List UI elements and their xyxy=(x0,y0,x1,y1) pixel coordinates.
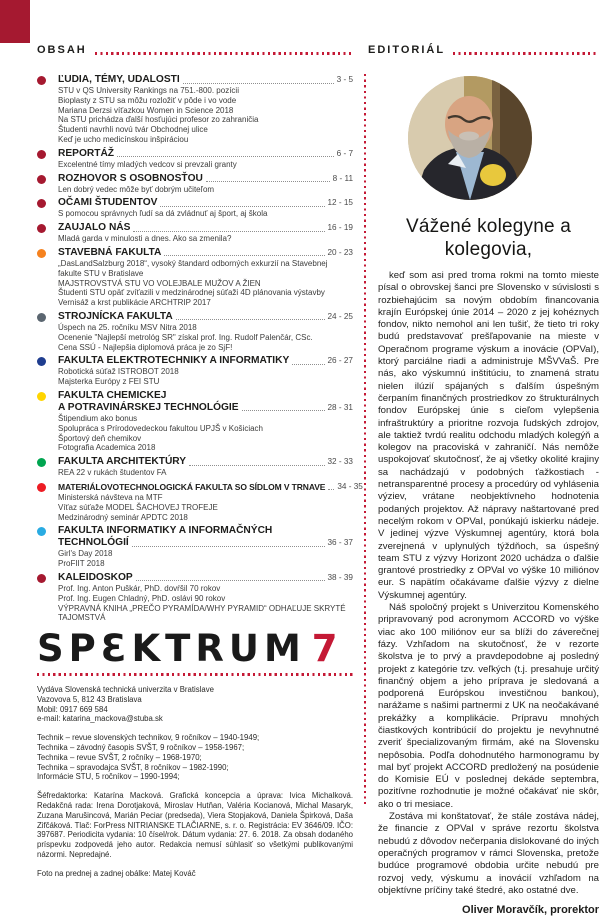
toc-item: Prof. Ing. Eugen Chladný, PhD. oslávi 90 rokov xyxy=(58,593,226,603)
corner-accent-block xyxy=(0,0,30,43)
obsah-header xyxy=(37,44,353,57)
toc-section xyxy=(37,572,353,623)
toc-item: S pomocou správnych ľudí sa dá zvládnuť aj šport, aj škola xyxy=(58,209,268,219)
toc-section-heading xyxy=(58,537,353,549)
section-bullet-icon xyxy=(37,392,46,401)
toc-item: Cena SSÚ - Najlepšia diplomová práca je zo SjF! xyxy=(58,342,233,352)
imprint-line: Informácie STU, 5 ročníkov – 1990-1994; xyxy=(37,772,180,782)
toc-page-range: 20 - 23 xyxy=(327,247,353,257)
toc-section xyxy=(37,197,353,219)
toc-item: Keď je ucho medicínskou inšpiráciou xyxy=(58,134,189,144)
toc-item: Na STU prichádza ďalší hosťujúci profesor zo zahraničia xyxy=(58,115,259,125)
toc-item: Majsterka Európy z FEI STU xyxy=(58,377,160,387)
imprint-line: Technika – závodný časopis SVŠT, 9 ročníkov – 1958-1967; xyxy=(37,743,245,753)
editorial-body xyxy=(378,270,599,897)
imprint-publisher xyxy=(37,685,353,724)
toc-section-title: OČAMI ŠTUDENTOV xyxy=(58,197,158,209)
toc-section-title: ĽUDIA, TÉMY, UDALOSTI xyxy=(58,74,180,85)
section-bullet-icon xyxy=(37,357,46,366)
section-bullet-icon xyxy=(37,76,46,85)
toc-section xyxy=(37,390,353,453)
logo-issue-number: 7 xyxy=(311,627,343,671)
toc-item: Ministerská návšteva na MTF xyxy=(58,492,163,502)
toc-section-heading xyxy=(58,402,353,414)
toc-section-heading xyxy=(58,197,353,209)
toc-page-range: 3 - 5 xyxy=(336,75,353,84)
toc-item: MAJSTROVSTVÁ STU VO VOLEJBALE MUŽOV A ŽIEN xyxy=(58,278,261,288)
toc-section-title: ROZHOVOR S OSOBNOSŤOU xyxy=(58,172,203,184)
editorial-dotted-rule xyxy=(453,52,599,55)
toc-list xyxy=(37,74,363,623)
toc-section xyxy=(37,148,353,170)
toc-item: Štipendium ako bonus xyxy=(58,413,138,423)
toc-item: Víťaz súťaže MODEL ŠACHOVEJ TROFEJE xyxy=(58,502,218,512)
toc-section-title: REPORTÁŽ xyxy=(58,147,115,159)
column-divider-dotted-line xyxy=(364,74,366,804)
dotted-leader-icon xyxy=(206,181,330,182)
dotted-leader-icon xyxy=(160,206,324,207)
imprint-line: Mobil: 0917 669 584 xyxy=(37,704,108,714)
editorial-label: EDITORIÁL xyxy=(368,44,446,56)
obsah-label: OBSAH xyxy=(37,44,87,56)
toc-item: Medzinárodný seminár APDTC 2018 xyxy=(58,512,188,522)
toc-item: Excelentné tímy mladých vedcov si prevzali granty xyxy=(58,159,237,169)
toc-section xyxy=(37,525,353,569)
toc-item: Úspech na 25. ročníku MSV Nitra 2018 xyxy=(58,322,197,332)
dotted-leader-icon xyxy=(189,465,324,466)
logo-dotted-rule xyxy=(37,673,353,676)
dotted-leader-icon xyxy=(183,83,334,84)
editorial-title: Vážené kolegyne a kolegovia, xyxy=(405,216,572,260)
toc-item: REA 22 v rukách študentov FA xyxy=(58,468,167,478)
toc-item: Girl's Day 2018 xyxy=(58,549,113,559)
section-bullet-icon xyxy=(37,175,46,184)
toc-section-heading xyxy=(58,456,353,468)
toc-item: Študenti STU opäť zvíťazili v medzinárodnej súťaži 4D plánovania výstavby xyxy=(58,288,325,298)
toc-section-title: MATERIÁLOVOTECHNOLOGICKÁ FAKULTA SO SÍDLOM V TRNAVE xyxy=(58,481,326,492)
section-bullet-icon xyxy=(37,224,46,233)
imprint-line: Technika – revue SVŠT, 2 ročníky – 1968-1970; xyxy=(37,752,202,762)
toc-section-title: ZAUJALO NÁS xyxy=(58,222,131,234)
toc-section-title: STROJNÍCKA FAKULTA xyxy=(58,310,173,322)
toc-item: ProFIIT 2018 xyxy=(58,559,105,569)
toc-section-heading xyxy=(58,173,353,185)
editorial-paragraph: Náš spoločný projekt s Univerzitou Komenského pripravovaný pod acronymom ACCORD vo výške viac ako 100 miliónov eur sa blíži do záverečnej fázy. Vzhľadom na skutočnosť, že v rezorte školstva je to prvý a pravdepodobne aj posledný projekt z kategórie tzv. veľkých (t.j. presahuje určitý finančný objem a jeho príprava je sledovaná a podporená Európskou investičnou bankou), narážame s našimi partnermi z UK na neočakávané prekážky a komplikácie. Prípravu mnohých čiastkových kontribúcií do projektu je nevyhnutné zveriť špecializovaným firmám, aké na Slovensku nepôsobia. Podľa dohodnutého harmonogramu by mal byť projekt ACCORD predložený na posúdenie do Komisie EÚ v poslednej dekáde septembra, pozitívne rozhodnutie je možné očakávať nie skôr, ako o tri mesiace. xyxy=(378,602,599,810)
section-bullet-icon xyxy=(37,249,46,258)
imprint-line: Vydáva Slovenská technická univerzita v Bratislave xyxy=(37,685,214,695)
toc-section xyxy=(37,481,363,522)
toc-section xyxy=(37,222,353,244)
toc-page-range: 32 - 33 xyxy=(327,457,353,467)
toc-page-range: 36 - 37 xyxy=(327,538,353,548)
toc-page-range: 26 - 27 xyxy=(327,356,353,366)
toc-section xyxy=(37,311,353,352)
cover-photo-credit: Foto na prednej a zadnej obálke: Matej Kováč xyxy=(37,868,196,878)
toc-item: Mariana Derzsi víťazkou Women in Science 2018 xyxy=(58,105,234,115)
toc-section-title: FAKULTA ARCHITEKTÚRY xyxy=(58,456,187,468)
toc-section-heading xyxy=(58,74,353,86)
toc-section-heading xyxy=(58,222,353,234)
toc-item: Mladá garda v minulosti a dnes. Ako sa zmenila? xyxy=(58,234,232,244)
editorial-paragraph: Zostáva mi konštatovať, že stále zostáva nádej, že financie z OPVaI v správe rezortu školstva nebudú z dôvodov nečerpania dislokované do iných operačných programov v rámci Slovenska, pretože budúce programové obdobia určite nebudú pre rozvoj vedy, výskumu a inovácií vzhľadom na objektívne príčiny také štedré, ako ostatné dve. xyxy=(378,811,599,896)
editorial-portrait-photo xyxy=(408,76,532,200)
dotted-leader-icon xyxy=(328,489,334,490)
section-bullet-icon xyxy=(37,483,46,492)
section-bullet-icon xyxy=(37,199,46,208)
toc-section xyxy=(37,173,353,195)
toc-section-title: A POTRAVINÁRSKEJ TECHNOLÓGIE xyxy=(58,401,239,413)
section-bullet-icon xyxy=(37,527,46,536)
credits-paragraph: Šéfredaktorka: Katarína Macková. Grafická koncepcia a úprava: Ivica Michalková. Redakčná rada: Irena Dorotjaková, Miroslav Hutňan, Valéria Kocianová, Michal Masaryk, Zuzana Marušincová, Marián Peciar (predseda), Viera Stopjaková, Daniela Špirková, Daša Zifčáková. Tlač: ForPress NITRIANSKE TLAČIARNE, s. r. o. Registrácia: EV 3646/09. IČO: 397687. Periodicita vydania: 10 čísel/rok. Dátum vydania: 27. 6. 2018. Za obsah dodaného príspevku zodpovedá jeho autor. Redakcia nemusí súhlasiť so všetkými publikovanými názormi. Nepredajné. xyxy=(37,791,353,860)
toc-item: „DasLandSalzburg 2018“, vysoký štandard odborných exkurzií na Stavebnej fakulte STU v Bratislave xyxy=(58,258,328,278)
imprint-line: Vazovova 5, 812 43 Bratislava xyxy=(37,694,142,704)
dotted-leader-icon xyxy=(136,580,325,581)
editorial-signature: Oliver Moravčík, prorektor xyxy=(462,904,599,916)
dotted-leader-icon xyxy=(242,410,325,411)
toc-section-title: FAKULTA INFORMATIKY A INFORMAČNÝCH xyxy=(58,525,273,537)
toc-item: Robotická súťaž ISTROBOT 2018 xyxy=(58,367,179,377)
toc-page-range: 12 - 15 xyxy=(327,198,353,208)
toc-section-heading xyxy=(58,355,353,367)
toc-item: Ocenenie "Najlepší metrológ SR" získal prof. Ing. Rudolf Palenčár, CSc. xyxy=(58,332,313,342)
toc-page-range: 28 - 31 xyxy=(327,402,353,412)
dotted-leader-icon xyxy=(176,319,325,320)
editorial-column xyxy=(378,68,599,916)
toc-page-range: 38 - 39 xyxy=(327,572,353,582)
contents-column xyxy=(37,74,363,879)
toc-section-heading xyxy=(58,311,353,323)
toc-page-range: 34 - 35 xyxy=(337,481,363,491)
toc-section-heading xyxy=(58,148,353,160)
editorial-paragraph: keď som asi pred troma rokmi na tomto mieste písal o obrovskej šanci pre Slovensko v súvislosti s rozbiehajúcim sa novým obdobím financovania krajín Európskej únie 2014 – 2020 z jej kohéznych fondov, nikto nemohol ani len tušiť, že tieto tri roky budú predstavovať prešľapovanie na mieste v Operačnom programe výskum a inovácie (OPVaI), ktorý parciálne riadi a administruje MŠVVaŠ. Pre nás, ako výskumnú inštitúciu, to znamená stratu nielen ilúzií spájaných s ďalším úspešným čerpaním finančných prostriedkov zo štrukturálnych fondov Európskej únie s cieľom vylepšenia infraštruktúry a prioritne rozvoja ľudských zdrojov, ale taktiež tvrdú realitu odchodu mladých kolegýň a kolegov na pracoviská v zahraničí. Nás nemôže uspokojovať skutočnosť, že aj všetky okolité krajiny sa nachádzajú v podobných ťažkostiach - netransparentné procesy a procedúry od vyhlásenia výziev, vrátane neobjektívneho hodnotenia podaných projektov. Až nápravy naštartované pred necelým rokom v OPVaI, ponúkajú iskierku nádeje. V jedinej výzve Výskumnej agentúry, ktorá bola zverejnená v uplynulých týždňoch, sa úspešný team STU z výzvy Horizont 2020 uchádza o ďalšie grantové prostriedky z OPVaI vo výške 10 miliónov eur. S napätím očakávame ďalšie výzvy z dielne Výskumnej agentúry. xyxy=(378,270,599,601)
imprint-history xyxy=(37,733,353,782)
section-bullet-icon xyxy=(37,574,46,583)
section-bullet-icon xyxy=(37,313,46,322)
imprint-line: e-mail: katarina_mackova@stuba.sk xyxy=(37,714,163,724)
toc-item: Športový deň chemikov xyxy=(58,433,142,443)
toc-item: Prof. Ing. Anton Puškár, PhD. dovŕšil 70 rokov xyxy=(58,583,221,593)
toc-section xyxy=(37,456,353,478)
toc-section-title: STAVEBNÁ FAKULTA xyxy=(58,246,162,258)
editorial-header xyxy=(368,44,599,57)
portrait-photo-illustration xyxy=(408,76,532,200)
toc-item: Vernisáž a krst publikácie ARCHTRIP 2017 xyxy=(58,298,211,308)
imprint xyxy=(37,685,353,879)
toc-page-range: 24 - 25 xyxy=(327,311,353,321)
toc-page-range: 16 - 19 xyxy=(327,223,353,233)
dotted-leader-icon xyxy=(132,546,325,547)
toc-section xyxy=(37,74,353,145)
dotted-leader-icon xyxy=(164,255,324,256)
toc-section-title: FAKULTA ELEKTROTECHNIKY A INFORMATIKY xyxy=(58,355,290,367)
toc-page-range: 6 - 7 xyxy=(336,148,353,158)
dotted-leader-icon xyxy=(133,231,324,232)
section-bullet-icon xyxy=(37,458,46,467)
toc-item: Len dobrý vedec môže byť dobrým učiteľom xyxy=(58,184,215,194)
section-bullet-icon xyxy=(37,150,46,159)
toc-item: Bioplasty z STU sa môžu rozložiť v pôde i vo vode xyxy=(58,95,237,105)
toc-section-title: KALEIDOSKOP xyxy=(58,571,133,583)
toc-section-title: FAKULTA CHEMICKEJ xyxy=(58,389,167,401)
imprint-line: Technik – revue slovenských technikov, 9 ročníkov – 1940-1949; xyxy=(37,733,260,743)
toc-item: Fotografia Academica 2018 xyxy=(58,443,156,453)
dotted-leader-icon xyxy=(292,364,324,365)
toc-section xyxy=(37,355,353,387)
dotted-leader-icon xyxy=(117,156,334,157)
toc-item: VÝPRAVNÁ KNIHA „PREČO PYRAMÍDA/WHY PYRAMID“ ODHAĽUJE SKRYTÉ TAJOMSTVÁ xyxy=(58,603,346,623)
magazine-logo xyxy=(37,628,353,670)
toc-section-heading xyxy=(58,572,353,584)
toc-section xyxy=(37,247,353,308)
toc-section-heading xyxy=(58,481,363,493)
toc-section-title: TECHNOLÓGIÍ xyxy=(58,537,129,549)
obsah-dotted-rule xyxy=(95,52,353,55)
toc-page-range: 8 - 11 xyxy=(332,173,353,183)
logo-wordmark: SPƐKTRUM xyxy=(37,627,306,671)
toc-item: Študenti navrhli novú tvár Obchodnej ulice xyxy=(58,125,208,135)
toc-item: Spolupráca s Prírodovedeckou fakultou UPJŠ v Košiciach xyxy=(58,423,263,433)
imprint-line: Technika – spravodajca SVŠT, 8 ročníkov – 1982-1990; xyxy=(37,762,229,772)
toc-section-heading xyxy=(58,247,353,259)
toc-item: STU v QS University Rankings na 751.-800. pozícii xyxy=(58,86,239,95)
